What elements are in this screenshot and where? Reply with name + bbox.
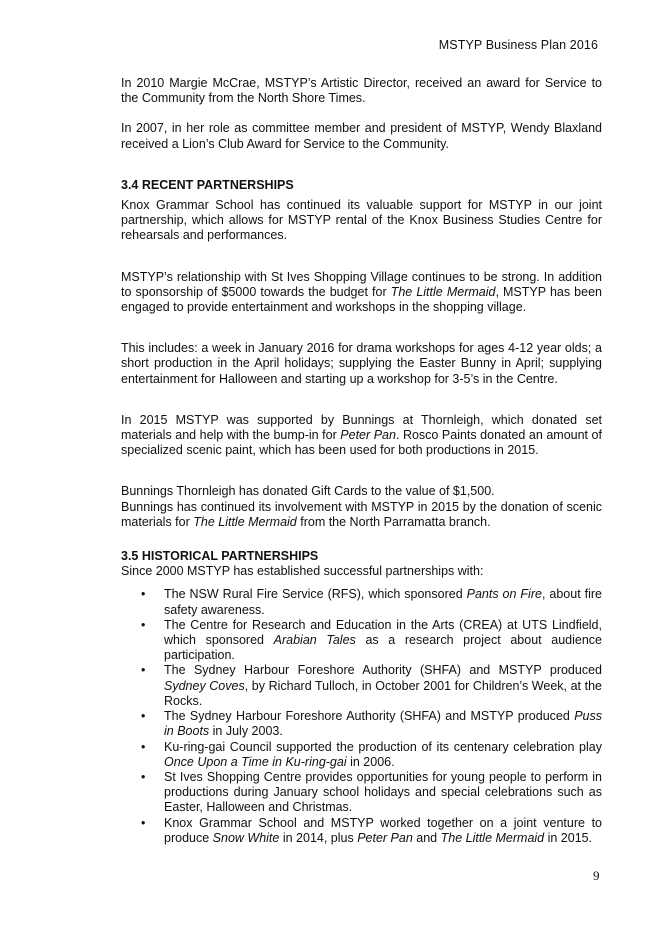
list-item: • The NSW Rural Fire Service (RFS), which sponsored Pants on Fire, about fire safety awareness. — [164, 587, 602, 617]
list-item: • Knox Grammar School and MSTYP worked together on a joint venture to produce Snow White in 2014, plus Peter Pan and The Little Mermaid in 2015. — [164, 816, 602, 846]
list-item: • The Centre for Research and Education in the Arts (CREA) at UTS Lindfield, which sponsored Arabian Tales as a research project about audience participation. — [164, 618, 602, 664]
page-header: MSTYP Business Plan 2016 — [438, 38, 598, 52]
list-item: • Ku-ring-gai Council supported the production of its centenary celebration play Once Upon a Time in Ku-ring-gai in 2006. — [164, 740, 602, 770]
section-heading-historical-partnerships: 3.5 HISTORICAL PARTNERSHIPS — [121, 549, 319, 564]
list-item: • The Sydney Harbour Foreshore Authority (SHFA) and MSTYP produced Sydney Coves, by Richard Tulloch, in October 2001 for Children’s Week, at the Rocks. — [164, 663, 602, 709]
paragraph-bunnings-2015: In 2015 MSTYP was supported by Bunnings at Thornleigh, which donated set materials and help with the bump-in for Peter Pan. Rosco Paints donated an amount of specialized scenic paint, which has been used for both productions in 2015. — [121, 412, 602, 458]
page-number: 9 — [593, 868, 600, 883]
paragraph-award-2010: In 2010 Margie McCrae, MSTYP’s Artistic Director, received an award for Service to the Community from the North Shore Times. — [121, 76, 602, 106]
paragraph-bunnings-scenic: Bunnings has continued its involvement with MSTYP in 2015 by the donation of scenic materials for The Little Mermaid from the North Parramatta branch. — [121, 499, 602, 529]
paragraph-knox: Knox Grammar School has continued its valuable support for MSTYP in our joint partnership, which allows for MSTYP rental of the Knox Business Studies Centre for rehearsals and performances. — [121, 198, 602, 243]
paragraph-historical-intro: Since 2000 MSTYP has established successful partnerships with: — [121, 564, 484, 579]
list-item: • The Sydney Harbour Foreshore Authority (SHFA) and MSTYP produced Puss in Boots in July 2003. — [164, 709, 602, 739]
paragraph-st-ives-details: This includes: a week in January 2016 for drama workshops for ages 4-12 year olds; a short production in the April holidays; supplying the Easter Bunny in April; supplying entertainment for Halloween and starting up a workshop for 3-5’s in the Centre. — [121, 341, 602, 386]
paragraph-st-ives: MSTYP’s relationship with St Ives Shopping Village continues to be strong. In addition to sponsorship of $5000 towards the budget for The Little Mermaid, MSTYP has been engaged to provide entertainment and workshops in the shopping village. — [121, 269, 602, 315]
paragraph-gift-cards: Bunnings Thornleigh has donated Gift Cards to the value of $1,500. — [121, 484, 495, 499]
section-heading-recent-partnerships: 3.4 RECENT PARTNERSHIPS — [121, 177, 294, 192]
partnerships-list — [121, 587, 602, 845]
list-item: • St Ives Shopping Centre provides opportunities for young people to perform in productions during January school holidays and special celebrations such as Easter, Halloween and Christmas. — [164, 770, 602, 816]
page-body — [121, 76, 602, 846]
paragraph-award-2007: In 2007, in her role as committee member and president of MSTYP, Wendy Blaxland received a Lion’s Club Award for Service to the Community. — [121, 121, 602, 151]
